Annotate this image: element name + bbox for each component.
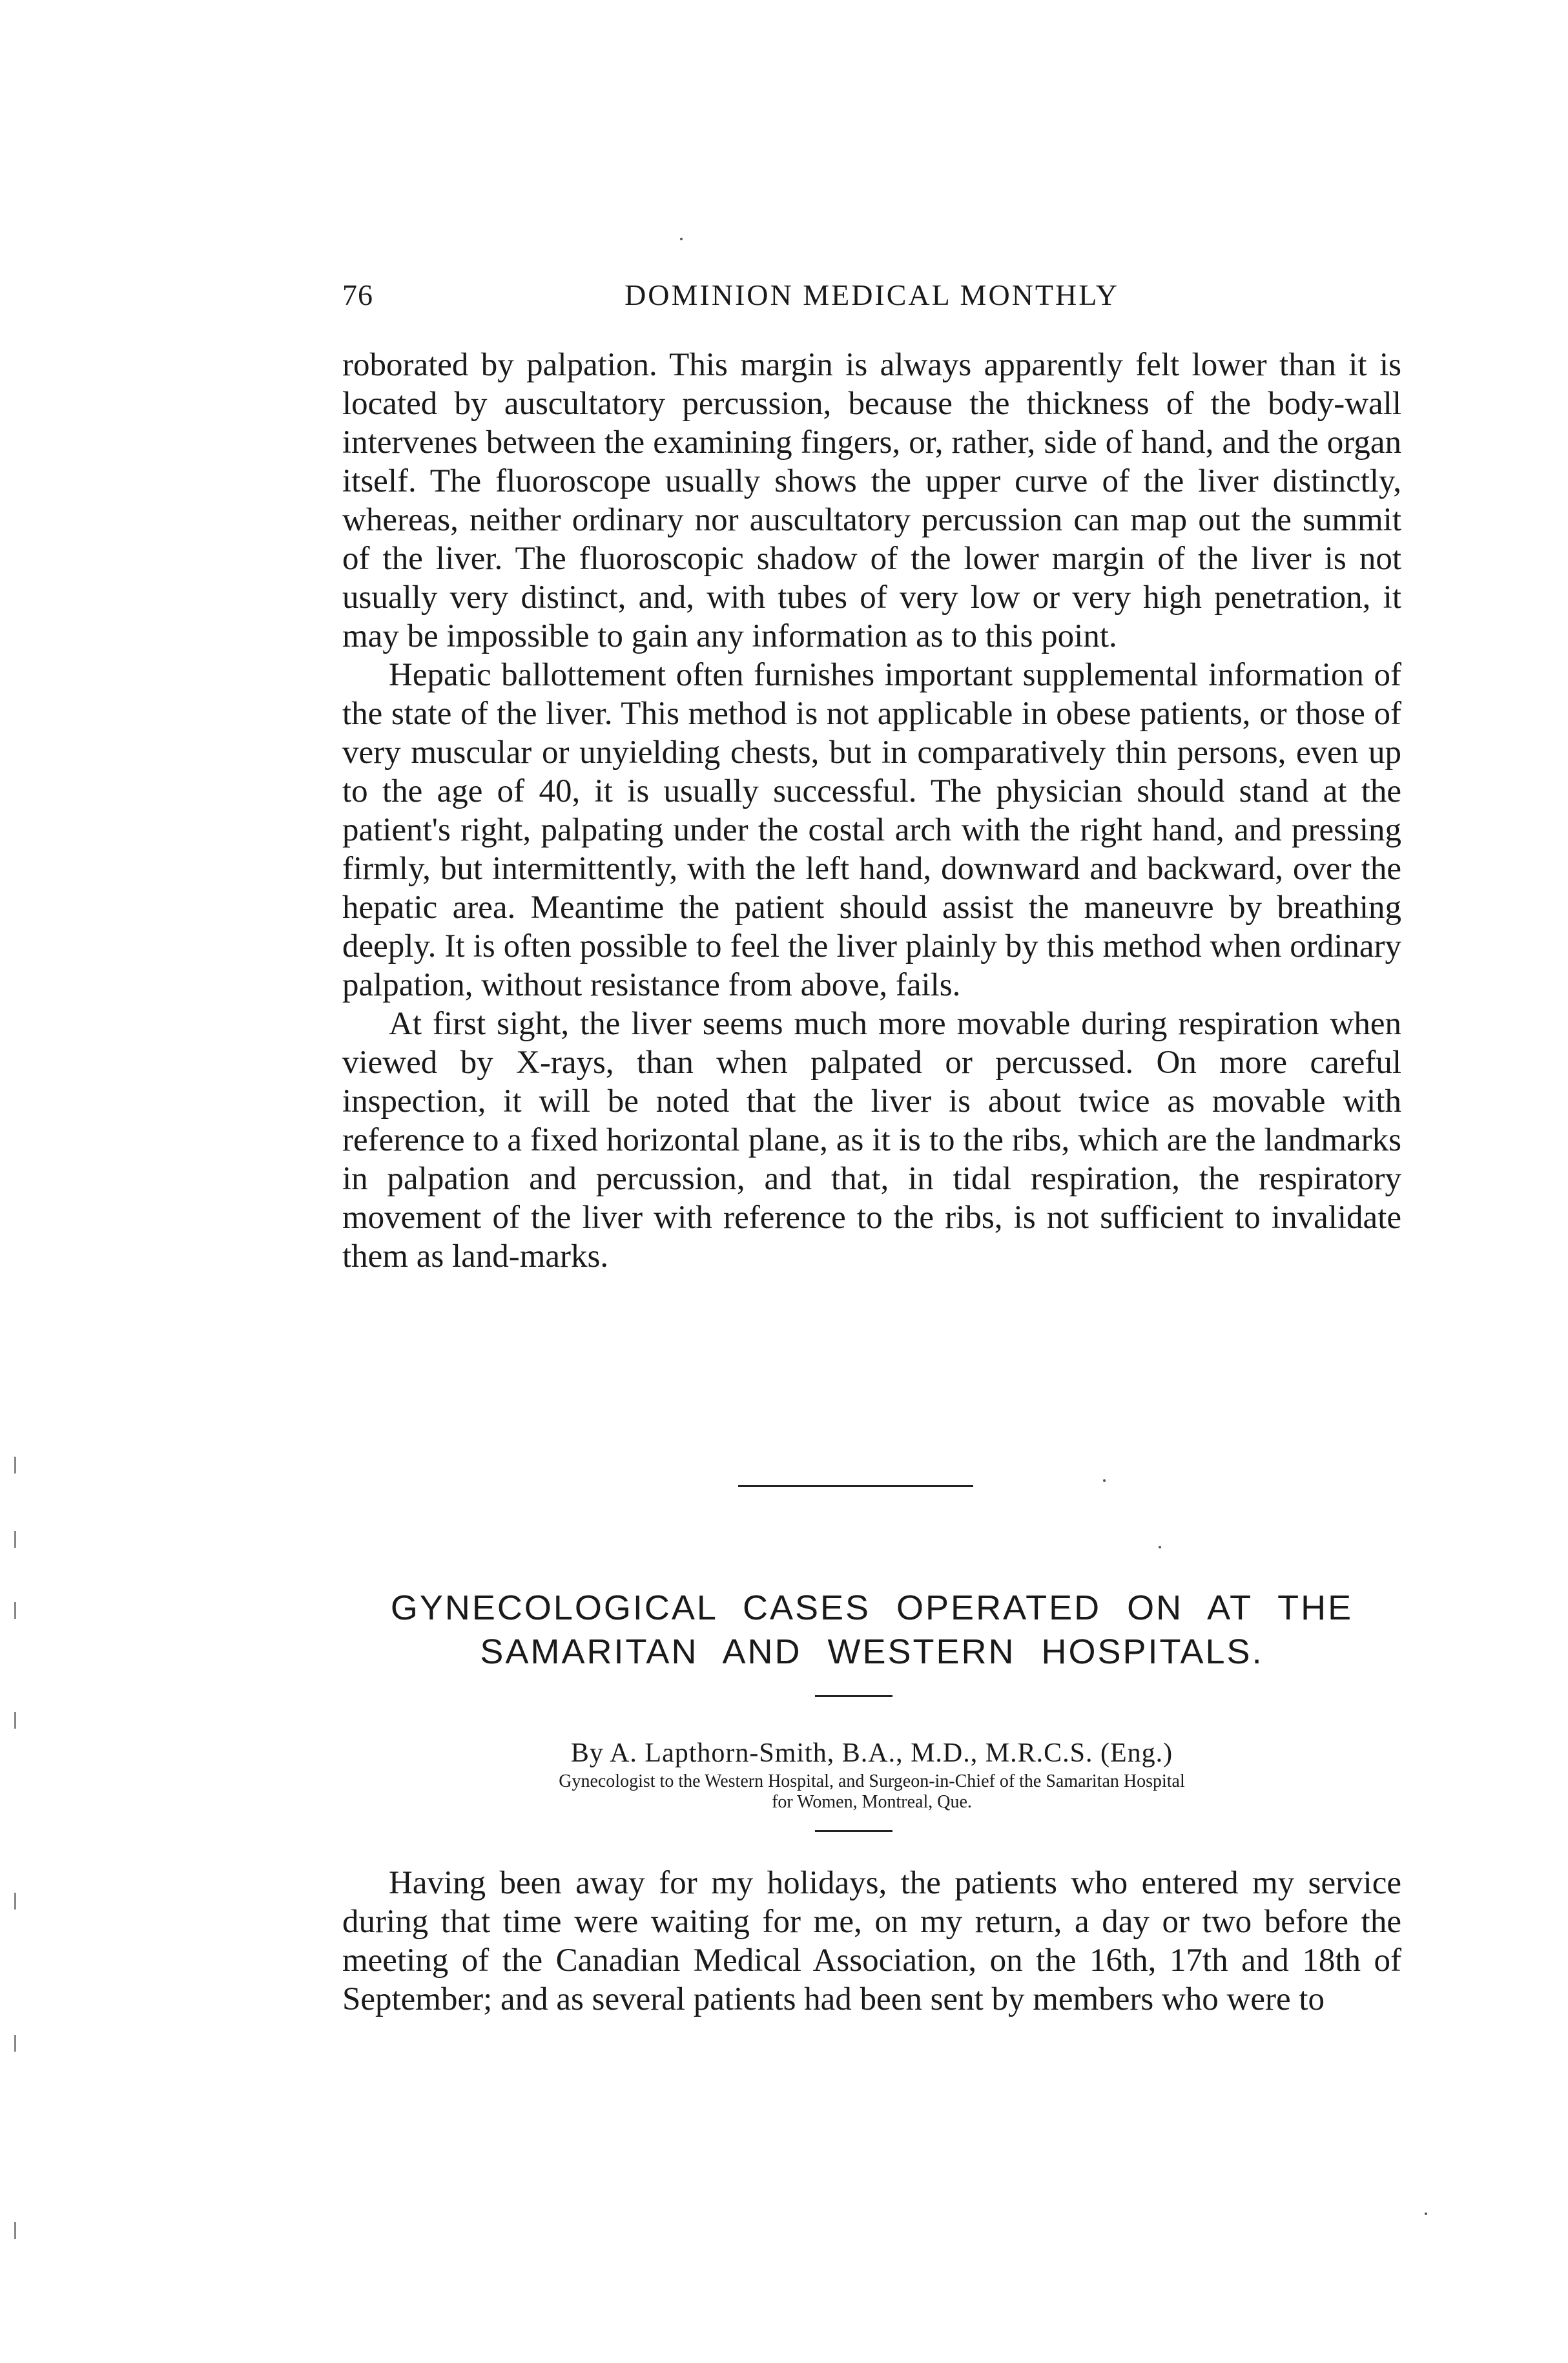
page-number: 76 (342, 278, 373, 311)
scan-speck (1103, 1479, 1106, 1482)
byline-divider (815, 1830, 892, 1832)
author-affiliation (375, 1771, 1369, 1813)
scan-edge-mark (14, 2222, 16, 2239)
scan-speck (680, 238, 683, 240)
affiliation-line: Gynecologist to the Western Hospital, and Surgeon-in-Chief of the Samaritan Hospital (559, 1771, 1185, 1791)
article-title-line: SAMARITAN AND WESTERN HOSPITALS. (480, 1632, 1264, 1671)
article-title-line: GYNECOLOGICAL CASES OPERATED ON AT THE (390, 1588, 1354, 1627)
scan-edge-mark (14, 1602, 16, 1619)
article-opening-text (342, 1864, 1401, 2019)
continued-article-text (342, 346, 1401, 1276)
byline: By A. Lapthorn-Smith, B.A., M.D., M.R.C.S. (Eng.) (570, 1738, 1173, 1768)
paragraph: Hepatic ballottement often furnishes important supplemental information of the state of the liver. This method is not applicable in obese patients, or those of very muscular or unyielding chests, but in comparatively thin persons, even up to the age of 40, it is usually successful. The physician should stand at the patient's right, palpating under the costal arch with the right hand, and pressing firmly, but intermittently, with the left hand, downward and backward, over the hepatic area. Meantime the patient should assist the maneuvre by breathing deeply. It is often possible to feel the liver plainly by this method when ordinary palpation, without resistance from above, fails. (342, 657, 1401, 1003)
scan-edge-mark (14, 1457, 16, 1473)
scan-edge-mark (14, 2035, 16, 2052)
paragraph: Having been away for my holidays, the patients who entered my service during that time were waiting for me, on my return, a day or two before the meeting of the Canadian Medical Association, on the 16th, 17th and 18th of September; and as several patients had been sent by members who were to (342, 1865, 1401, 2017)
section-divider (738, 1485, 973, 1487)
scan-edge-mark (14, 1531, 16, 1548)
paragraph: At first sight, the liver seems much more movable during respiration when viewed by X-rays, than when palpated or percussed. On more careful inspection, it will be noted that the liver is about twice as movable with reference to a fixed horizontal plane, as it is to the ribs, which are the landmarks in palpation and percussion, and that, in tidal respiration, the respiratory movement of the liver with reference to the ribs, is not sufficient to invalidate them as land-marks. (342, 1006, 1401, 1275)
scan-edge-mark (14, 1712, 16, 1729)
article-title (323, 1586, 1421, 1674)
affiliation-line: for Women, Montreal, Que. (772, 1792, 972, 1812)
scan-speck (1425, 2212, 1427, 2215)
page-header (342, 278, 1401, 317)
running-head: DOMINION MEDICAL MONTHLY (624, 278, 1119, 311)
scan-speck (1159, 1546, 1161, 1548)
title-divider (815, 1695, 892, 1697)
scan-edge-mark (14, 1893, 16, 1910)
paragraph: roborated by palpation. This margin is always apparently felt lower than it is located by auscultatory percussion, because the thickness of the body-wall intervenes between the examining fingers, or, rather, side of hand, and the organ itself. The fluoroscope usually shows the upper curve of the liver distinctly, whereas, neither ordinary nor auscultatory percussion can map out the summit of the liver. The fluoroscopic shadow of the lower margin of the liver is not usually very distinct, and, with tubes of very low or very high penetration, it may be impossible to gain any information as to this point. (342, 347, 1401, 654)
